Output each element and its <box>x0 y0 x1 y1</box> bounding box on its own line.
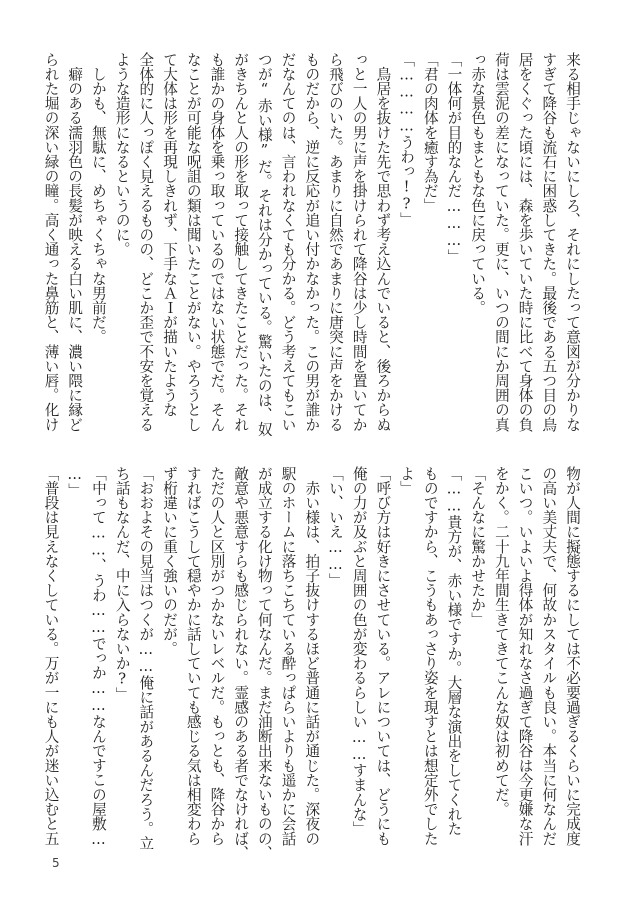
text-line: がきちんと人の形を取って接触してきたことだった。それ <box>232 52 250 432</box>
text-line: 「一体何が目的なんだ………」 <box>445 52 463 264</box>
text-line: だなんてのは、言われなくても分かる。どう考えてもこい <box>279 52 297 432</box>
text-line: 「…………うわっ!?」 <box>398 52 416 227</box>
text-line: 俺の力が及ぶと周囲の色が変わるらしい……すまんな」 <box>350 466 368 836</box>
text-line: 荷は雲泥の差になっていた。更に、いつの間にか周囲の真 <box>492 52 510 432</box>
text-line: ら飛びのいた。あまりに自然であまりに唐突に声をかける <box>326 52 344 432</box>
text-line: が成立する化け物って何なんだ。まだ油断出来ないものの、 <box>255 466 273 861</box>
text-line: 癖のある濡羽色の長髪が映える白い肌に、濃い隈に縁ど <box>66 52 84 432</box>
text-line: られた堀の深い緑の瞳。高く通った鼻筋と、薄い唇。化け <box>42 52 60 432</box>
text-line: 「呼び方は好きにさせている。アレについては、どうにも <box>374 466 392 846</box>
text-line: も誰かの身体を乗っ取っているのではない状態でだ。そん <box>208 52 226 432</box>
text-line: っと一人の男に声を掛けられて降谷は少し時間を置いてか <box>350 52 368 432</box>
text-line: 「中って……、うわ……でっか……なんですこの屋敷… <box>89 466 107 848</box>
text-line: 「普段は見えなくしている。万が一にも人が迷い込むと五 <box>42 466 60 846</box>
text-line: 駅のホームに落ちこちている酔っぱらいよりも遥かに会話 <box>279 466 297 846</box>
text-line: 居をくぐった頃には、森を歩いていた時に比べて身体の負 <box>516 52 534 432</box>
text-line: の高い美丈夫で、何故かスタイルも良い。本当に何なんだ <box>540 466 558 846</box>
page-number: 5 <box>52 856 60 870</box>
text-line: っ赤な景色もまともな色に戻っている。 <box>469 52 487 315</box>
text-line: ような造形になるというのに。 <box>113 52 131 257</box>
text-line: 「……貴方が、赤い様ですか。大層な演出をしてくれた <box>445 466 463 836</box>
text-line: 物が人間に擬態するにしては不必要過ぎるくらいに完成度 <box>564 466 581 846</box>
text-block-top <box>42 52 584 437</box>
text-line: をかく。二十九年間生きてきてこんな奴は初めてだ。 <box>492 466 510 817</box>
text-line: 「そんなに驚かせたか」 <box>469 466 487 627</box>
text-line: ず桁違いに重く強いのだが。 <box>161 466 179 656</box>
text-line: 「おおよその見当はつくが……俺に話があるんだろう。立 <box>137 466 155 851</box>
text-line: しかも、無駄に、めちゃくちゃな男前だ。 <box>89 52 107 344</box>
text-line: すればこうして穏やかに話していても感じる気は相変わら <box>184 466 202 846</box>
text-line: て大体は形を再現しきれず、下手なＡＩが描いたような <box>161 52 179 417</box>
text-line: ものだから、逆に反応が追い付かなかった。この男が誰か <box>303 52 321 432</box>
text-line: なことが可能な呪詛の類は聞いたことがない。やろうとし <box>184 52 202 432</box>
text-line: すぎて降谷も流石に困惑してきた。最後である五つ目の鳥 <box>540 52 558 432</box>
text-line: 敵意や悪意すらも感じられない。霊感のある者でなければ、 <box>232 466 250 861</box>
text-line: 「い、いえ……」 <box>326 466 344 588</box>
text-block-bottom <box>42 466 584 861</box>
text-line: ち話もなんだ、中に入らないか?」 <box>113 466 131 702</box>
text-line: 来る相手じゃないにしろ、それにしたって意図が分かりな <box>564 52 581 432</box>
text-line: 鳥居を抜けた先で思わず考え込んでいると、後ろからぬ <box>374 52 392 432</box>
text-line: こいつ。いよいよ得体が知れなさ過ぎて降谷は今更嫌な汗 <box>516 466 534 846</box>
text-line: 全体的に人っぽく見えるものの、どこか歪で不安を覚える <box>137 52 155 432</box>
text-line: 「君の肉体を癒す為だ」 <box>421 52 439 213</box>
text-line: 赤い様は、拍子抜けするほど普通に話が通じた。深夜の <box>303 466 321 846</box>
text-line: ただの人と区別がつかないレベルだ。もっとも、降谷から <box>208 466 226 846</box>
text-line: ものですから、こうもあっさり姿を現すとは想定外でした <box>421 466 439 846</box>
text-line: …」 <box>66 466 84 498</box>
text-line: つが“赤い様”だ。それは分かっている。驚いたのは、奴 <box>255 52 273 437</box>
text-line: よ」 <box>398 466 416 496</box>
